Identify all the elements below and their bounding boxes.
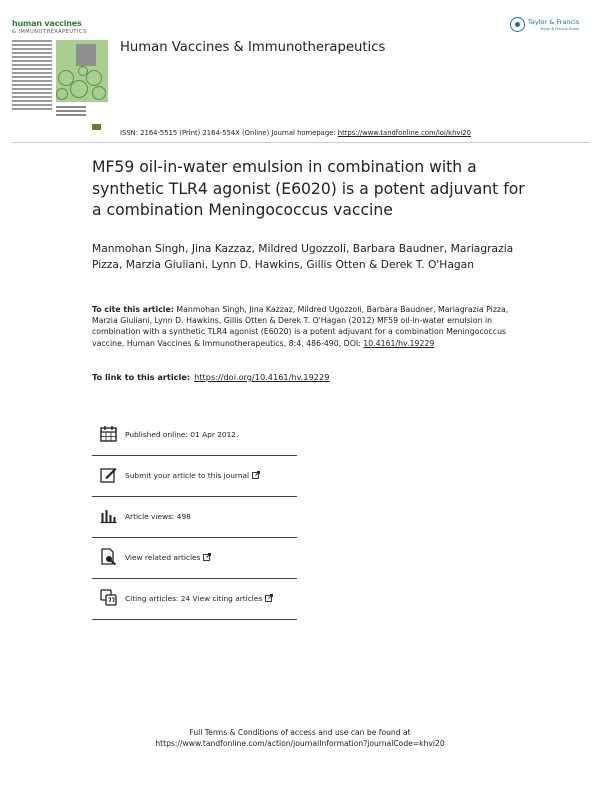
article-link-label: To link to this article: [92,372,191,382]
article-authors: Manmohan Singh, Jina Kazzaz, Mildred Ugozzoli, Barbara Baudner, Mariagrazia Pizza, Marzia Giuliani, Lynn D. Hawkins, Gillis Otten & Derek T. O'Hagan [92,242,514,271]
citing-articles-link[interactable] [125,594,273,603]
header-divider [12,142,590,143]
terms-footer [0,727,600,749]
related-articles-row[interactable] [92,538,297,579]
cover-illustration [56,40,108,102]
calendar-icon [100,425,117,442]
article-title: MF59 oil-in-water emulsion in combination with a synthetic TLR4 agonist (E6020) is a potent adjuvant for a combination Meningococcus vaccine [92,158,525,219]
publisher-name: Taylor & Francis [528,18,580,26]
external-link-icon [203,553,211,561]
related-articles-label: View related articles [125,553,201,562]
cover-portrait [76,44,96,66]
external-link-icon [252,471,260,479]
article-views-text: Article views: 498 [125,512,191,521]
cover-caption-lines [56,106,86,118]
publisher-subname: Taylor & Francis Group [540,27,580,31]
issn-line [120,129,471,137]
publisher-logo-icon [510,17,525,32]
article-doi-link[interactable]: https://doi.org/10.4161/hv.19229 [194,372,330,382]
citation-label: To cite this article: [92,305,174,314]
publisher-small-logo [92,124,101,130]
bar-chart-icon [100,507,117,524]
published-online-row [92,415,297,456]
external-link-icon [265,594,273,602]
article-link-line [92,372,329,382]
journal-title: Human Vaccines & Immunotherapeutics [120,40,386,55]
citing-articles-label: Citing articles: 24 View citing articles [125,594,263,603]
terms-footer-link[interactable]: https://www.tandfonline.com/action/journalInformation?journalCode=khvi20 [155,739,445,748]
published-online-text: Published online: 01 Apr 2012. [125,430,239,439]
citation-doi-link[interactable]: 10.4161/hv.19229 [363,338,435,348]
cover-brand [12,20,87,36]
publisher-logo[interactable] [510,16,590,38]
citing-articles-icon [100,589,117,606]
edit-icon [100,466,117,483]
terms-footer-text: Full Terms & Conditions of access and use can be found at [189,728,411,737]
cover-brand-sub: & IMMUNOTHERAPEUTICS [12,29,87,35]
citing-articles-row[interactable] [92,579,297,620]
journal-cover-thumbnail [12,20,108,122]
article-views-row [92,497,297,538]
issn-text: ISSN: 2164-5515 (Print) 2164-554X (Online) Journal homepage: [120,129,336,137]
journal-homepage-link[interactable]: https://www.tandfonline.com/loi/khvi20 [337,129,471,137]
related-articles-search-icon [100,548,117,565]
cover-contents-lines [12,40,52,114]
citation-block [92,304,522,349]
submit-article-label: Submit your article to this journal [125,471,250,480]
citation-text: Manmohan Singh, Jina Kazzaz, Mildred Ugozzoli, Barbara Baudner, Mariagrazia Pizza, Marzia Giuliani, Lynn D. Hawkins, Gillis Otten & Derek T. O'Hagan (2012) MF59 oil-in-water emulsion in combination with a synthetic TLR4 agonist (E6020) is a potent adjuvant for a combination Meningococcus vaccine, Human Vaccines & Immunotherapeutics, 8:4, 486-490, DOI: [92,305,509,348]
cover-brand-name: human vaccines [12,19,82,28]
submit-article-row[interactable] [92,456,297,497]
submit-article-link[interactable] [125,471,260,480]
related-articles-link[interactable] [125,553,211,562]
